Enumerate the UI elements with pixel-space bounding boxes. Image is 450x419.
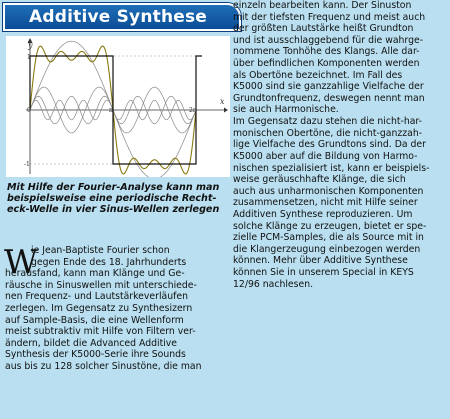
tick-label-two-pi: 2π	[189, 107, 197, 114]
body-line: können Sie in unserem Special in KEYS	[233, 267, 414, 279]
tick-label-zero: 0	[27, 107, 31, 114]
fourier-figure	[6, 36, 230, 177]
body-line: Grundtonfrequenz, deswegen nennt man	[233, 92, 425, 104]
body-column-right	[233, 0, 447, 290]
body-line: die Klangerzeugung einbezogen werden	[233, 243, 421, 255]
tick-label-pi: π	[109, 107, 113, 114]
body-line: auch aus unharmonischen Komponenten	[233, 185, 424, 197]
body-line: auf Sample-Basis, die eine Wellenform	[5, 314, 184, 326]
body-line: ändern, bildet die Advanced Additive	[5, 337, 178, 349]
body-line: aus bis zu 128 solcher Sinustöne, die man	[5, 361, 202, 373]
figure-caption	[7, 182, 233, 215]
body-line: solche Klänge zu erzeugen, bietet er spe-	[233, 220, 427, 232]
body-line: können. Mehr über Additive Synthese	[233, 255, 408, 267]
caption-line: Mit Hilfe der Fourier-Analyse kann man	[7, 182, 220, 193]
body-line: K5000 sind sie ganzzahlige Vielfache der	[233, 81, 424, 93]
body-line: mit der tiefsten Frequenz und meist auch	[233, 11, 426, 23]
body-line: K5000 aber auf die Bildung von Harmo-	[233, 150, 418, 162]
body-line: einzeln bearbeiten kann. Der Sinuston	[233, 0, 412, 11]
body-line: zusammensetzen, nicht mit Hilfe seiner	[233, 197, 418, 209]
section-title: Additive Synthese	[29, 7, 208, 27]
body-line: nommene Tonhöhe des Klangs. Alle dar-	[233, 46, 420, 58]
body-line: lige Vielfache des Grundtons sind. Da der	[233, 139, 426, 151]
body-line: nen Frequenz- und Lautstärkeverläufen	[5, 291, 189, 303]
tick-label-neg-one: -1	[24, 161, 30, 168]
drop-cap: W	[4, 242, 38, 281]
y-axis-label: y	[28, 41, 33, 50]
body-line: und ist ausschlaggebend für die wahrge-	[233, 34, 424, 46]
x-axis-label: x	[220, 97, 225, 106]
body-line: ie Jean-Baptiste Fourier schon	[31, 245, 170, 256]
body-column-left	[4, 242, 230, 373]
body-line: der größten Lautstärke heißt Grundton	[233, 23, 414, 35]
caption-line: beispielsweise eine periodische Recht-	[7, 193, 217, 204]
body-line: Im Gegensatz dazu stehen die nicht-har-	[233, 116, 423, 128]
body-line: gegen Ende des 18. Jahrhunderts	[31, 256, 187, 268]
body-line: 12/96 nachlesen.	[233, 278, 314, 290]
body-line: weise geräuschhafte Klänge, die sich	[233, 174, 406, 186]
tick-label-pos-one: 1	[27, 54, 31, 61]
caption-line: eck-Welle in vier Sinus-Wellen zerlegen	[7, 204, 220, 215]
section-banner	[3, 3, 241, 31]
body-line: zerlegen. Im Gegensatz zu Synthesizern	[5, 303, 193, 315]
body-line: über befindlichen Komponenten werden	[233, 58, 420, 70]
body-line: meist subtraktiv mit Hilfe von Filtern ver-	[5, 326, 196, 338]
body-line: sie auch Harmonische.	[233, 104, 339, 116]
body-line: Synthesis der K5000-Serie ihre Sounds	[5, 349, 186, 361]
body-line: nischen spezialisiert ist, kann er beispiels-	[233, 162, 430, 174]
x-axis-arrow	[224, 108, 228, 113]
body-line: zielle PCM-Samples, die als Source mit in	[233, 232, 424, 244]
body-line: räusche in Sinuswellen mit unterschiede-	[5, 279, 197, 291]
body-line: Additiven Synthese reproduzieren. Um	[233, 208, 413, 220]
body-line: als Obertöne bezeichnet. Im Fall des	[233, 69, 403, 81]
body-line: monischen Obertöne, die nicht-ganzzah-	[233, 127, 423, 139]
body-line: herausfand, kann man Klänge und Ge-	[5, 268, 185, 280]
